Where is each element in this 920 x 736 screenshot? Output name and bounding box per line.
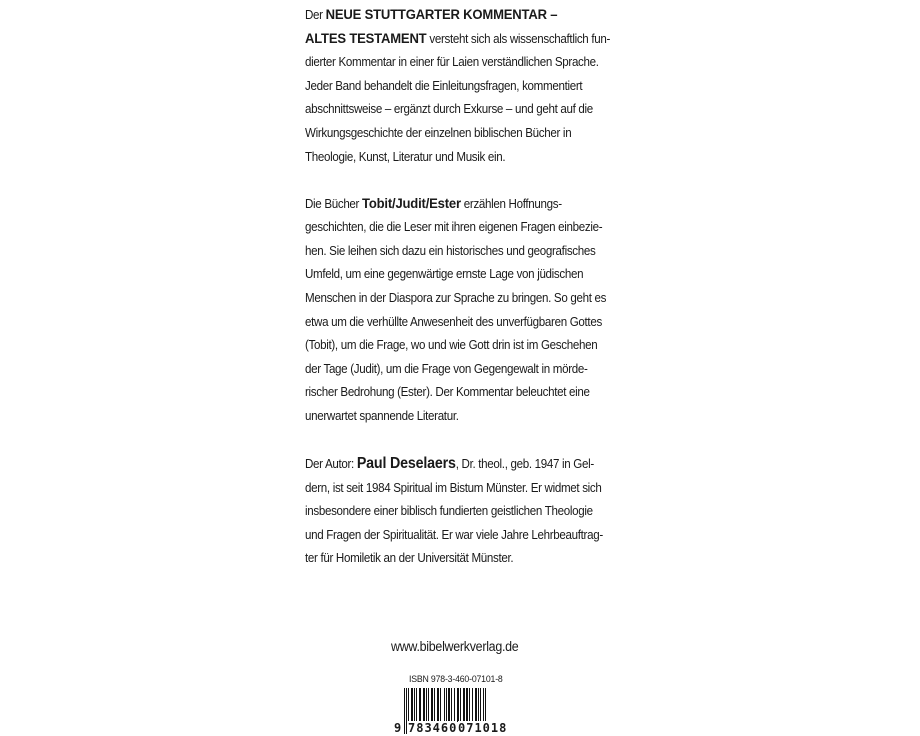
book-titles: Tobit/Judit/Ester [361,195,461,212]
barcode-digit-first: 9 [394,721,403,735]
para1-line4: Jeder Band behandelt die Einleitungsfragen, kommentiert [305,78,583,93]
barcode-digits-right: 071018 [458,721,508,735]
author-paragraph [305,452,603,571]
para1-line6: Wirkungsgeschichte der einzelnen biblischen Bücher in [305,125,572,140]
author-name: Paul Deselaers [356,455,456,473]
para2-line9: rischer Bedrohung (Ester). Der Kommentar beleuchtet eine [305,385,590,400]
back-cover-text [305,4,611,595]
para3-line3: insbesondere einer biblisch fundierten geistlichen Theologie [305,504,593,519]
para3-line5: ter für Homiletik an der Universität Münster. [305,551,514,566]
series-description-paragraph [305,4,611,169]
para2-line7: (Tobit), um die Frage, wo und wie Gott drin ist im Geschehen [305,338,598,353]
para1-prefix: Der [305,8,326,22]
para1-line5: abschnittsweise – ergänzt durch Exkurse – und geht auf die [305,102,593,117]
para2-line6: etwa um die verhüllte Anwesenheit des unverfügbaren Gottes [305,314,602,329]
para2-line10: unerwartet spannende Literatur. [305,409,459,423]
para2-prefix: Die Bücher [305,196,362,211]
para2-line5: Menschen in der Diaspora zur Sprache zu bringen. So geht es [305,291,607,306]
para2-line2: geschichten, die die Leser mit ihren eigenen Fragen einbezie- [305,220,603,235]
series-title-line1: NEUE STUTTGARTER KOMMENTAR – [325,7,558,23]
para2-line8: der Tage (Judit), um die Frage von Gegengewalt in mörde- [305,361,588,376]
para3-line2: dern, ist seit 1984 Spiritual im Bistum Münster. Er widmet sich [305,480,602,495]
book-description-paragraph [305,193,607,429]
para1-line2-rest: versteht sich als wissenschaftlich fun- [426,31,611,46]
para3-prefix: Der Autor: [305,457,357,472]
para1-line3: dierter Kommentar in einer für Laien verständlichen Sprache. [305,55,599,70]
para3-line4: und Fragen der Spiritualität. Er war viele Jahre Lehrbeauftrag- [305,527,603,542]
barcode-digits-left: 783460 [408,721,458,735]
para3-line1-rest: , Dr. theol., geb. 1947 in Gel- [455,457,594,472]
publisher-website: www.bibelwerkverlag.de [391,639,519,654]
para1-line7: Theologie, Kunst, Literatur und Musik ein. [305,149,506,164]
isbn-label: ISBN 978-3-460-07101-8 [409,674,503,685]
para2-line1-rest: erzählen Hoffnungs- [460,196,562,211]
para2-line4: Umfeld, um eine gegenwärtige ernste Lage von jüdischen [305,267,584,282]
isbn-barcode [394,688,514,736]
para2-line3: hen. Sie leihen sich dazu ein historisches und geografisches [305,243,596,258]
series-title-line2: ALTES TESTAMENT [305,30,427,47]
